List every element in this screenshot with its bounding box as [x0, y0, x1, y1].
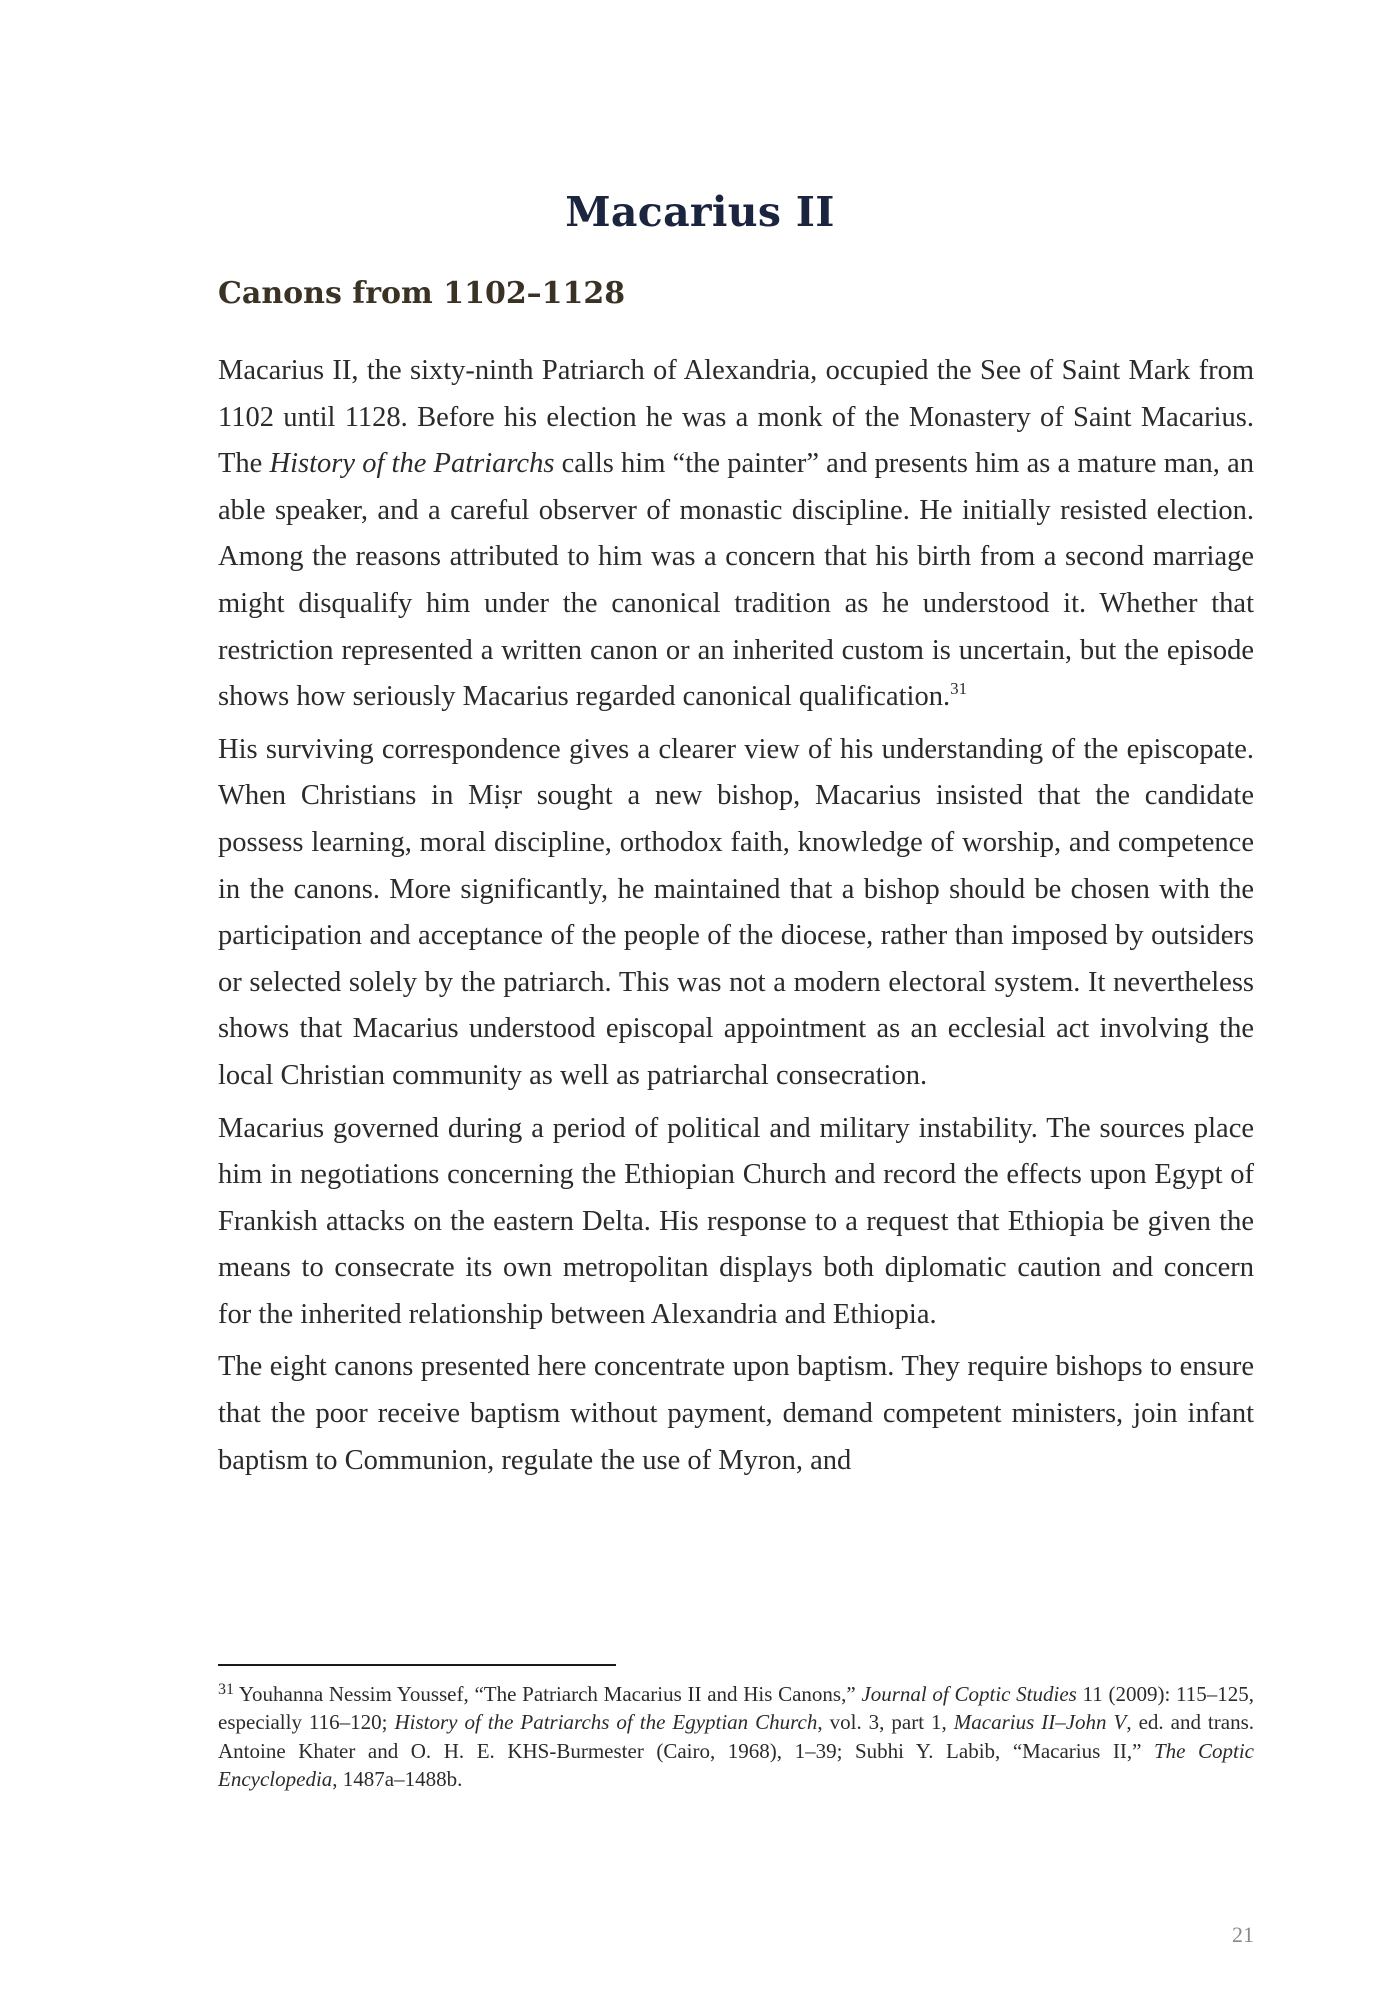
text-run: 11 (2009): 115–125, especially 116–120; — [218, 1682, 1254, 1735]
text-run: Youhanna Nessim Youssef, “The Patriarch Macarius II and His Canons,” — [234, 1682, 862, 1706]
paragraph — [218, 1344, 1254, 1484]
paragraph — [218, 348, 1254, 721]
title-italic: History of the Patriarchs of the Egyptian Church — [394, 1710, 818, 1735]
title-italic: Journal of Coptic Studies — [861, 1682, 1077, 1706]
section-title: Canons from 1102–1128 — [218, 276, 626, 311]
text-run: , 1487a–1488b. — [332, 1766, 463, 1791]
paragraph — [218, 727, 1254, 1100]
footnotes — [218, 1680, 1254, 1793]
footnote-ref: 31 — [950, 679, 968, 699]
body-text — [218, 348, 1254, 1623]
text-run: The eight canons presented here concentrate upon baptism. They require bishops to ensure that the poor receive baptism without payment, demand competent ministers, join infant baptism to Communion, regulate the use of Myron, and — [218, 1351, 1254, 1476]
text-run: Macarius II, the sixty-ninth Patriarch of Alexandria, occupied the See of Saint Mark from 1102 until 1128. Before his election he was a monk of the Monastery of Saint Macarius. The — [218, 355, 1254, 480]
text-run: Macarius governed during a period of political and military instability. The sources place him in negotiations concerning the Ethiopian Church and record the effects upon Egypt of Frankish attacks on the eastern Delta. His response to a request that Ethiopia be given the means to consecrate its own metropolitan displays both diplomatic caution and concern for the inherited relationship between Alexandria and Ethiopia. — [218, 1112, 1254, 1330]
text-run: , vol. 3, part 1, — [817, 1710, 954, 1735]
text-run: His surviving correspondence gives a clearer view of his understanding of the episcopate. When Christians in Miṣr sought a new bishop, Macarius insisted that the candidate possess learning, moral discipline, orthodox faith, knowledge of worship, and competence in the canons. More significantly, he maintained that a bishop should be chosen with the participation and acceptance of the people of the diocese, rather than imposed by outsiders or selected solely by the patriarch. This was not a modern electoral system. It nevertheless shows that Macarius understood episcopal appointment as an ecclesial act involving the local Christian community as well as patriarchal consecration. — [218, 733, 1254, 1091]
text-run: calls him “the painter” and presents him as a mature man, an able speaker, and a careful observer of monastic discipline. He initially resisted election. Among the reasons attributed to him was a concern that his birth from a second marriage might disqualify him under the canonical tradition as he understood it. Whether that restriction represented a written canon or an inherited custom is uncertain, but the episode shows how seriously Macarius regarded canonical qualification. — [218, 448, 1254, 713]
title-italic: The Coptic Encyclopedia — [218, 1738, 1255, 1791]
paragraph — [218, 1106, 1254, 1339]
title-italic: History of the Patriarchs — [269, 448, 555, 480]
title-italic: Macarius II–John V — [953, 1710, 1127, 1735]
footnote-divider — [218, 1664, 616, 1666]
chapter-title: Macarius II — [565, 188, 835, 236]
text-run: , ed. and trans. Antoine Khater and O. H. E. KHS-Burmester (Cairo, 1968), 1–39; Subhi Y. Labib, “Macarius II,” — [218, 1710, 1255, 1763]
footnote-number: 31 — [218, 1681, 234, 1698]
footnote — [218, 1680, 1254, 1793]
page-number: 21 — [1232, 1922, 1254, 1947]
